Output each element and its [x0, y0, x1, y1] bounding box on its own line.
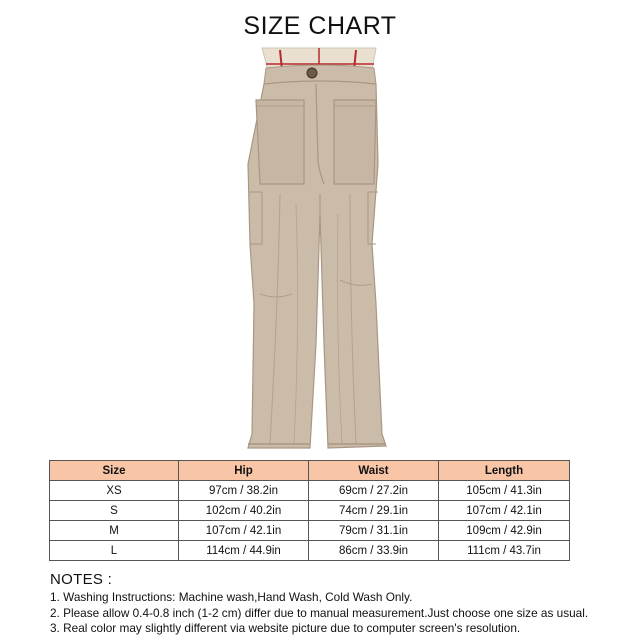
cell-hip: 114cm / 44.9in	[179, 541, 309, 561]
cell-hip: 97cm / 38.2in	[179, 481, 309, 501]
header-size: Size	[50, 461, 179, 481]
size-chart-table	[49, 460, 570, 561]
cell-waist: 69cm / 27.2in	[309, 481, 439, 501]
table-row	[50, 501, 570, 521]
cell-size: S	[50, 501, 179, 521]
cell-hip: 107cm / 42.1in	[179, 521, 309, 541]
cell-waist: 86cm / 33.9in	[309, 541, 439, 561]
cell-size: L	[50, 541, 179, 561]
cell-size: M	[50, 521, 179, 541]
page-title: SIZE CHART	[243, 12, 397, 40]
cell-length: 111cm / 43.7in	[439, 541, 570, 561]
cell-length: 109cm / 42.9in	[439, 521, 570, 541]
cell-length: 105cm / 41.3in	[439, 481, 570, 501]
table-header-row	[50, 461, 570, 481]
cell-waist: 79cm / 31.1in	[309, 521, 439, 541]
table-row	[50, 521, 570, 541]
pocket-right	[334, 100, 376, 184]
table-row	[50, 541, 570, 561]
pocket-left	[256, 100, 304, 184]
cell-length: 107cm / 42.1in	[439, 501, 570, 521]
cell-waist: 74cm / 29.1in	[309, 501, 439, 521]
table-row	[50, 481, 570, 501]
cell-hip: 102cm / 40.2in	[179, 501, 309, 521]
header-waist: Waist	[309, 461, 439, 481]
button-icon	[307, 68, 317, 78]
notes-section	[50, 571, 630, 637]
notes-title: NOTES :	[50, 571, 113, 588]
header-length: Length	[439, 461, 570, 481]
note-line-washing: 1. Washing Instructions: Machine wash,Hand Wash, Cold Wash Only.	[50, 590, 413, 604]
header-hip: Hip	[179, 461, 309, 481]
cell-size: XS	[50, 481, 179, 501]
note-line-color: 3. Real color may slightly different via website picture due to computer screen's resolution.	[50, 621, 521, 635]
pants-product-image	[200, 44, 440, 454]
note-line-measurement: 2. Please allow 0.4-0.8 inch (1-2 cm) differ due to manual measurement.Just choose one size as usual.	[50, 605, 589, 620]
